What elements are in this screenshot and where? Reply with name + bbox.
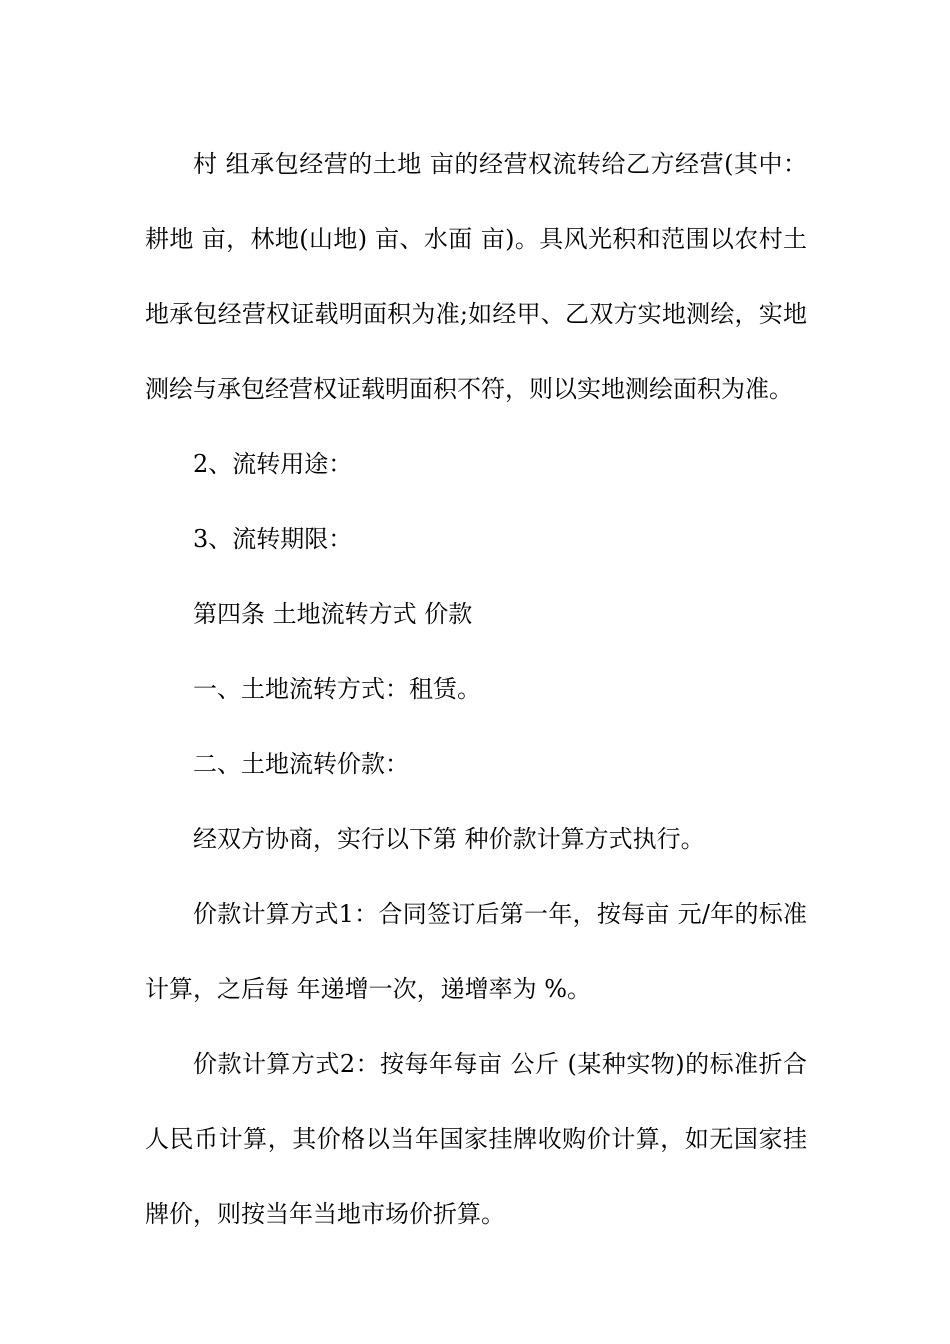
paragraph-transfer-price: 二、土地流转价款： [193,750,409,778]
article-four-heading: 第四条 土地流转方式 价款 [193,600,473,628]
paragraph-transfer-term: 3、流转期限： [193,525,353,553]
paragraph-price-method-1: 价款计算方式1：合同签订后第一年，按每亩 元/年的标准计算，之后每 年递增一次，递增率为 %。 [145,900,807,1003]
paragraph-land-area: 村 组承包经营的土地 亩的经营权流转给乙方经营(其中：耕地 亩，林地(山地) 亩、水面 亩)。具风光积和范围以农村土地承包经营权证载明面积为准;如经甲、乙双方实地测绘，实地测绘与承包经营权证载明面积不符，则以实地测绘面积为准。 [145,150,807,403]
paragraph-transfer-use: 2、流转用途： [193,450,353,478]
paragraph-negotiation: 经双方协商，实行以下第 种价款计算方式执行。 [193,825,705,853]
document-body [145,127,807,1252]
paragraph-price-method-2: 价款计算方式2：按每年每亩 公斤 (某种实物)的标准折合人民币计算，其价格以当年国家挂牌收购价计算，如无国家挂牌价，则按当年当地市场价折算。 [145,1050,807,1228]
paragraph-transfer-method: 一、土地流转方式：租赁。 [193,675,481,703]
